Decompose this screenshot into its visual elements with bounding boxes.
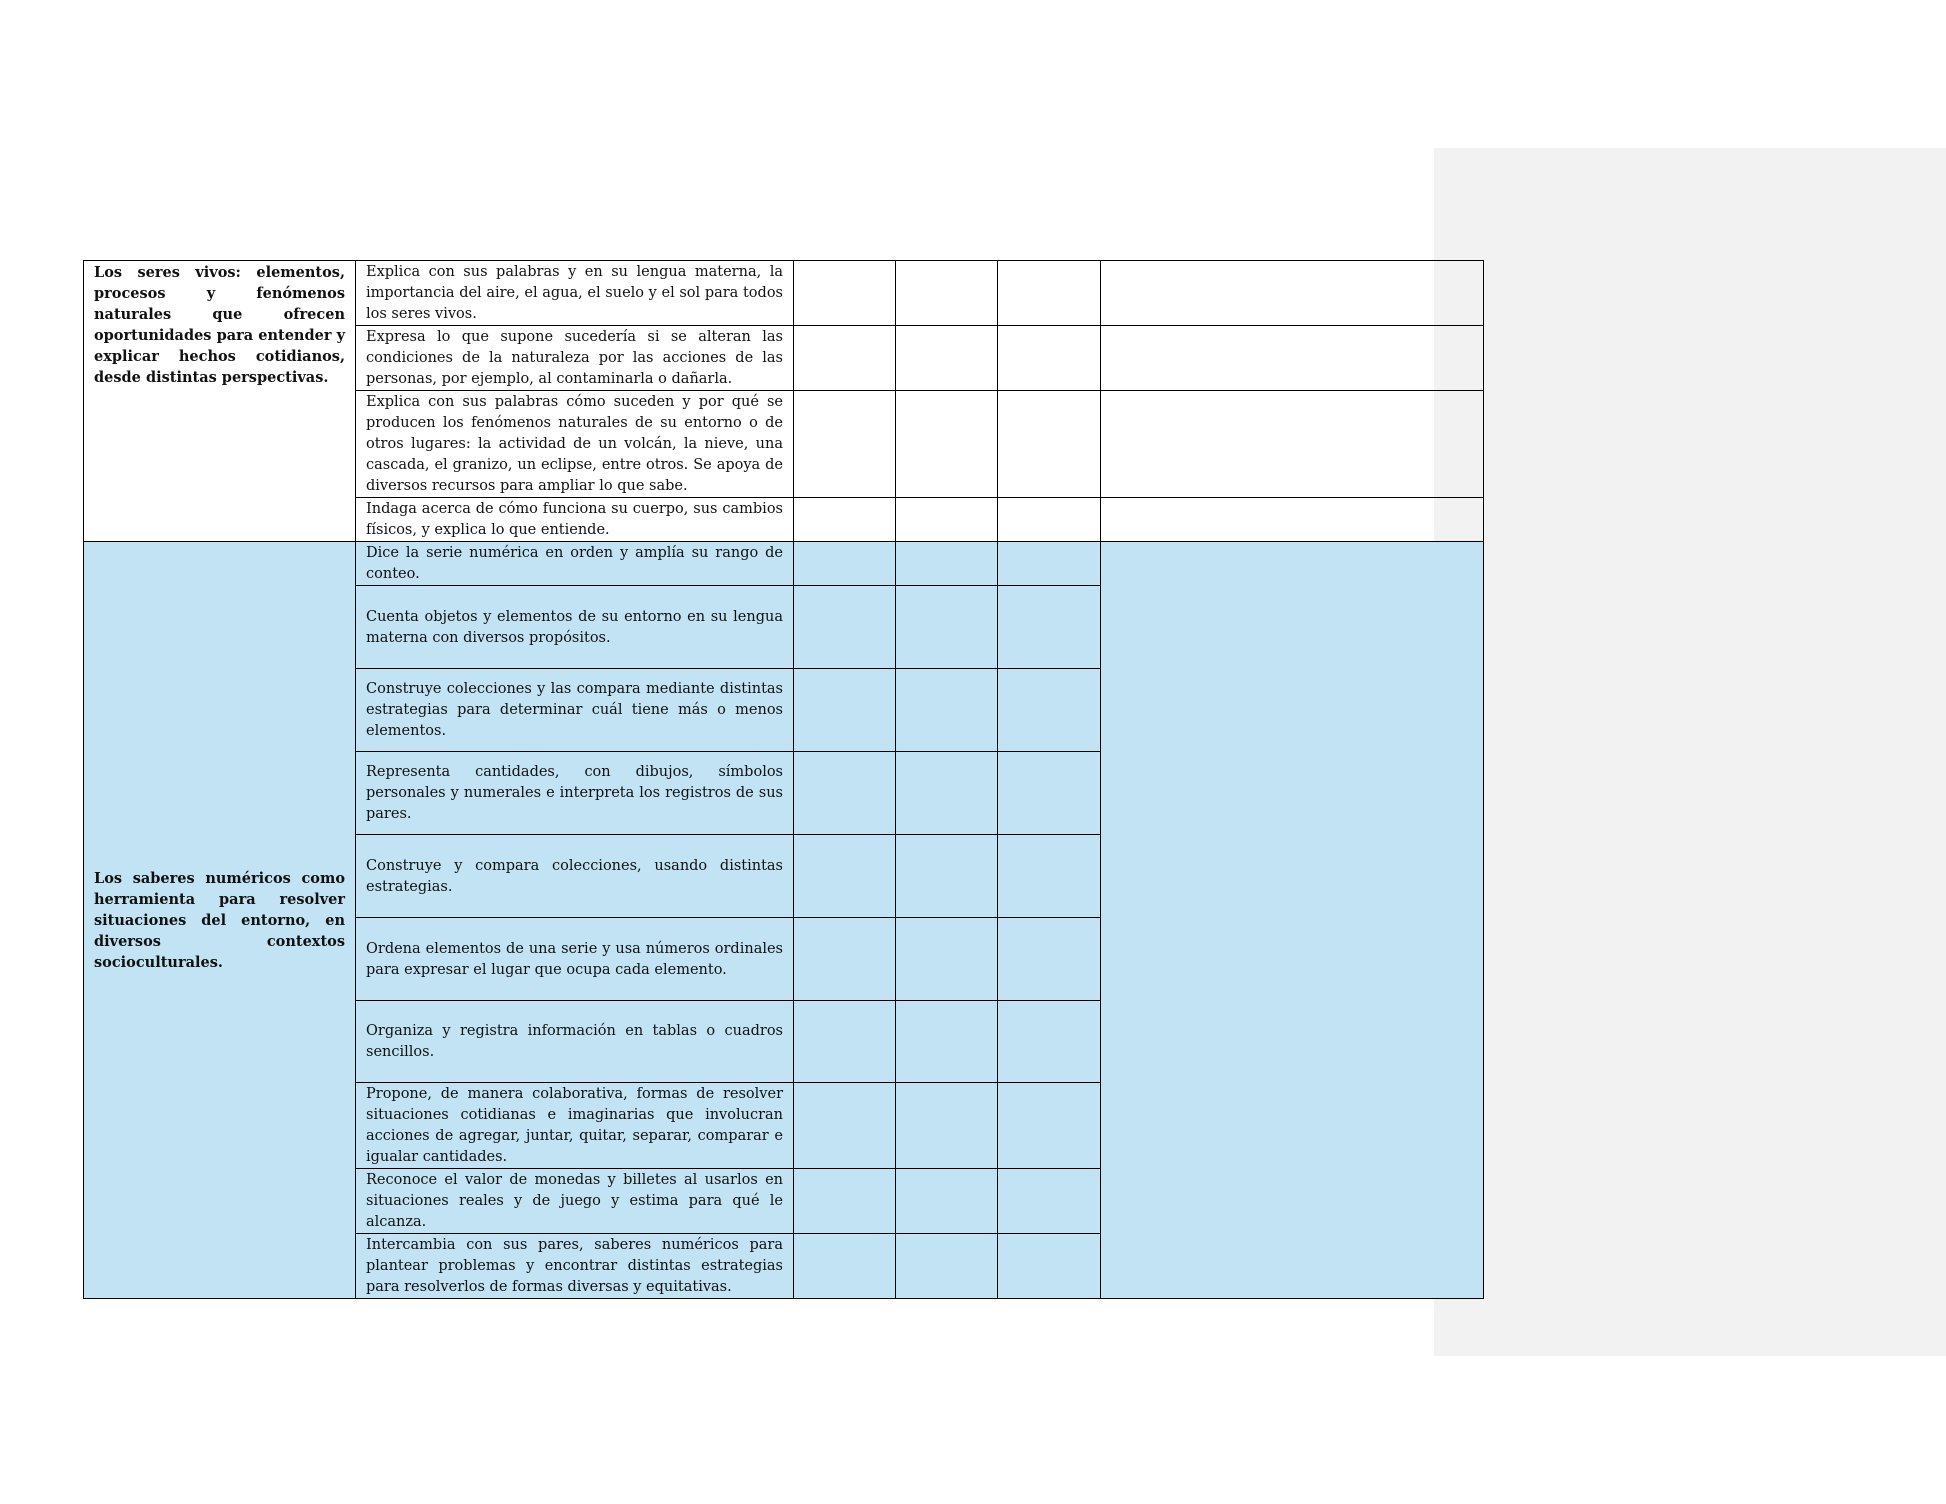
check-cell[interactable] [896, 1001, 998, 1083]
indicator-cell: Construye colecciones y las compara mediante distintas estrategias para determinar cuál tiene más o menos elementos. [356, 669, 794, 752]
indicator-cell: Explica con sus palabras cómo suceden y por qué se producen los fenómenos naturales de su entorno o de otros lugares: la actividad de un volcán, la nieve, una cascada, el granizo, un eclipse, entre otros. Se apoya de diversos recursos para ampliar lo que sabe. [356, 391, 794, 498]
comment-margin-pane [1434, 148, 1946, 1356]
check-cell[interactable] [896, 752, 998, 835]
check-cell[interactable] [794, 542, 896, 586]
topic-cell-seres-vivos: Los seres vivos: elementos, procesos y fenómenos naturales que ofrecen oportunidades para entender y explicar hechos cotidianos, desde distintas perspectivas. [84, 261, 356, 542]
check-cell[interactable] [998, 752, 1101, 835]
indicator-cell: Indaga acerca de cómo funciona su cuerpo, sus cambios físicos, y explica lo que entiende. [356, 498, 794, 542]
check-cell[interactable] [794, 918, 896, 1001]
check-cell[interactable] [896, 1083, 998, 1169]
check-cell[interactable] [896, 391, 998, 498]
check-cell[interactable] [998, 1001, 1101, 1083]
check-cell[interactable] [794, 669, 896, 752]
check-cell[interactable] [896, 669, 998, 752]
check-cell[interactable] [794, 1083, 896, 1169]
check-cell[interactable] [998, 586, 1101, 669]
check-cell[interactable] [998, 1169, 1101, 1234]
check-cell[interactable] [794, 752, 896, 835]
check-cell[interactable] [896, 586, 998, 669]
check-cell[interactable] [998, 391, 1101, 498]
check-cell[interactable] [794, 586, 896, 669]
check-cell[interactable] [998, 835, 1101, 918]
observations-cell[interactable] [1101, 498, 1484, 542]
observations-cell[interactable] [1101, 326, 1484, 391]
check-cell[interactable] [794, 1001, 896, 1083]
indicator-cell: Ordena elementos de una serie y usa números ordinales para expresar el lugar que ocupa cada elemento. [356, 918, 794, 1001]
check-cell[interactable] [794, 1234, 896, 1299]
indicator-cell: Representa cantidades, con dibujos, símbolos personales y numerales e interpreta los registros de sus pares. [356, 752, 794, 835]
check-cell[interactable] [998, 542, 1101, 586]
check-cell[interactable] [998, 1083, 1101, 1169]
check-cell[interactable] [998, 918, 1101, 1001]
indicator-cell: Expresa lo que supone sucedería si se alteran las condiciones de la naturaleza por las acciones de las personas, por ejemplo, al contaminarla o dañarla. [356, 326, 794, 391]
observations-cell[interactable] [1101, 261, 1484, 326]
check-cell[interactable] [998, 669, 1101, 752]
check-cell[interactable] [998, 498, 1101, 542]
check-cell[interactable] [896, 918, 998, 1001]
indicator-cell: Organiza y registra información en tablas o cuadros sencillos. [356, 1001, 794, 1083]
check-cell[interactable] [794, 1169, 896, 1234]
indicator-cell: Reconoce el valor de monedas y billetes al usarlos en situaciones reales y de juego y estima para qué le alcanza. [356, 1169, 794, 1234]
indicator-cell: Dice la serie numérica en orden y amplía su rango de conteo. [356, 542, 794, 586]
check-cell[interactable] [896, 326, 998, 391]
check-cell[interactable] [794, 391, 896, 498]
check-cell[interactable] [896, 261, 998, 326]
indicator-cell: Construye y compara colecciones, usando distintas estrategias. [356, 835, 794, 918]
check-cell[interactable] [794, 326, 896, 391]
check-cell[interactable] [998, 326, 1101, 391]
observations-cell[interactable] [1101, 391, 1484, 498]
evaluation-table [83, 260, 1484, 1299]
check-cell[interactable] [896, 835, 998, 918]
indicator-cell: Intercambia con sus pares, saberes numéricos para plantear problemas y encontrar distintas estrategias para resolverlos de formas diversas y equitativas. [356, 1234, 794, 1299]
check-cell[interactable] [998, 261, 1101, 326]
check-cell[interactable] [896, 542, 998, 586]
check-cell[interactable] [998, 1234, 1101, 1299]
observations-cell[interactable] [1101, 542, 1484, 1299]
check-cell[interactable] [794, 498, 896, 542]
check-cell[interactable] [896, 1234, 998, 1299]
indicator-cell: Explica con sus palabras y en su lengua materna, la importancia del aire, el agua, el suelo y el sol para todos los seres vivos. [356, 261, 794, 326]
check-cell[interactable] [794, 261, 896, 326]
indicator-cell: Propone, de manera colaborativa, formas de resolver situaciones cotidianas e imaginarias que involucran acciones de agregar, juntar, quitar, separar, comparar e igualar cantidades. [356, 1083, 794, 1169]
topic-cell-saberes-numericos: Los saberes numéricos como herramienta para resolver situaciones del entorno, en diversos contextos socioculturales. [84, 542, 356, 1299]
check-cell[interactable] [896, 498, 998, 542]
check-cell[interactable] [794, 835, 896, 918]
indicator-cell: Cuenta objetos y elementos de su entorno en su lengua materna con diversos propósitos. [356, 586, 794, 669]
check-cell[interactable] [896, 1169, 998, 1234]
